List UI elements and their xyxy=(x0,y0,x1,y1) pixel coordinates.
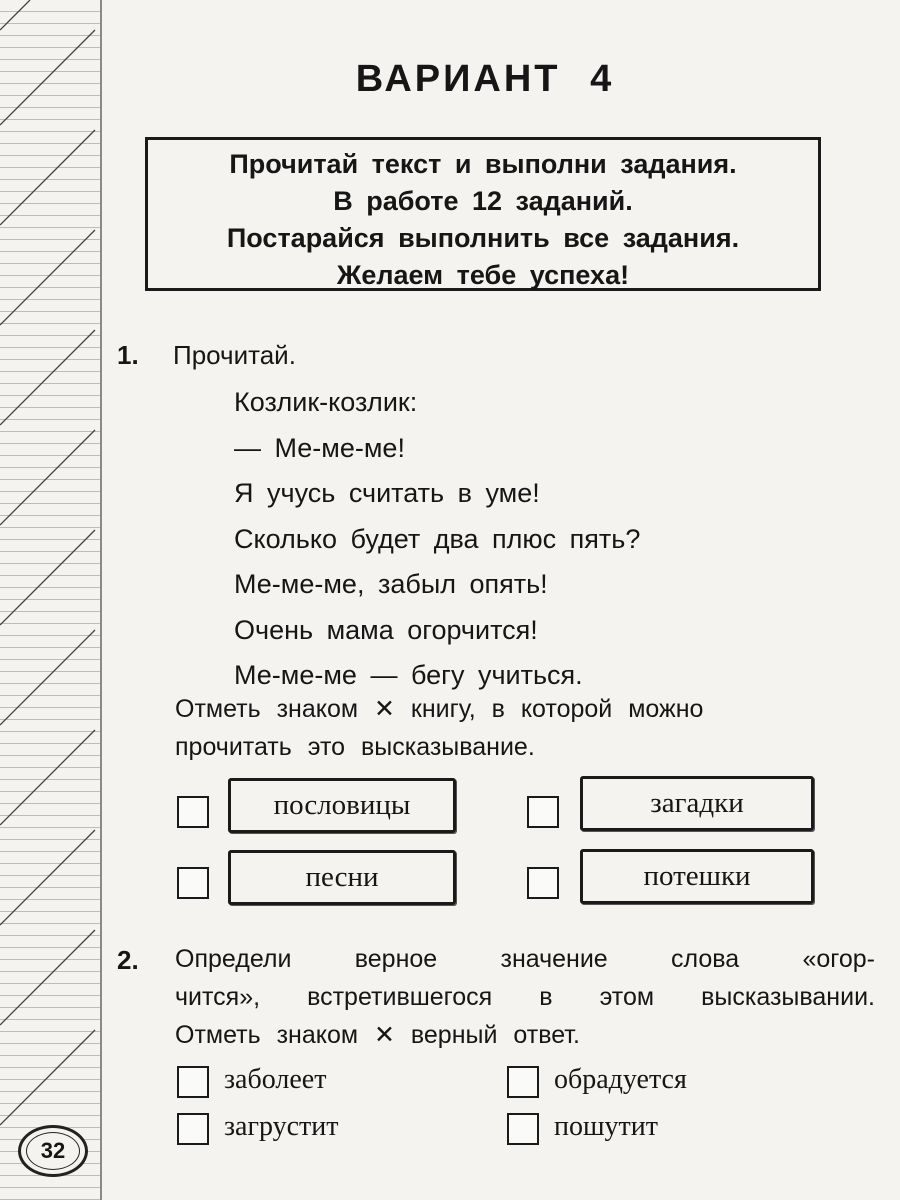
poem-line: Ме-ме-ме, забыл опять! xyxy=(234,569,548,599)
answer-checkbox-zagrustit[interactable] xyxy=(177,1113,209,1145)
page-number: 32 xyxy=(18,1125,88,1177)
task2-number: 2. xyxy=(117,945,139,975)
answer-label-zagrustit: загрустит xyxy=(224,1111,339,1142)
question-line: чится», встретившегося в этом высказывании. xyxy=(175,983,875,1011)
answer-checkbox-poshutit[interactable] xyxy=(507,1113,539,1145)
instruction-line: Отметь знаком ✕ книгу, в которой можно xyxy=(175,695,704,723)
poem-line: Очень мама огорчится! xyxy=(234,614,538,645)
book-option-poteshki: потешки xyxy=(580,849,814,904)
question-line: Определи верное значение слова «огор- xyxy=(175,945,875,973)
book-option-pesni: песни xyxy=(228,850,456,905)
task1-number: 1. xyxy=(117,340,139,370)
poem-line: Я учусь считать в уме! xyxy=(234,478,540,508)
instructions-box xyxy=(145,137,821,291)
option-checkbox-poteshki[interactable] xyxy=(527,867,559,899)
task2-question xyxy=(175,940,875,1054)
answer-label-poshutit: пошутит xyxy=(554,1111,659,1142)
option-checkbox-pesni[interactable] xyxy=(177,867,209,899)
task1-prompt: Прочитай. xyxy=(173,340,296,370)
book-option-zagadki: загадки xyxy=(580,776,814,831)
answer-label-zaboleet: заболеет xyxy=(224,1064,327,1095)
instruction-line: прочитать это высказывание. xyxy=(175,733,535,761)
variant-title: ВАРИАНТ 4 xyxy=(355,58,615,100)
question-line: Отметь знаком ✕ верный ответ. xyxy=(175,1021,580,1049)
answer-checkbox-obraduetsya[interactable] xyxy=(507,1066,539,1098)
notice-line: В работе 12 заданий. xyxy=(333,186,633,216)
ruled-margin xyxy=(0,0,102,1200)
poem-line: Сколько будет два плюс пять? xyxy=(234,523,641,554)
notice-line: Желаем тебе успеха! xyxy=(336,260,630,290)
poem-line: — Ме-ме-ме! xyxy=(234,432,405,463)
book-option-poslovitsy: пословицы xyxy=(228,778,456,833)
option-checkbox-zagadki[interactable] xyxy=(527,796,559,828)
notice-line: Постарайся выполнить все задания. xyxy=(226,223,740,253)
task1-instruction xyxy=(175,690,875,766)
poem-line: Козлик-козлик: xyxy=(234,387,418,417)
poem xyxy=(234,380,640,699)
poem-line: Ме-ме-ме — бегу учиться. xyxy=(234,660,583,690)
answer-checkbox-zaboleet[interactable] xyxy=(177,1066,209,1098)
notice-line: Прочитай текст и выполни задания. xyxy=(229,149,737,179)
answer-label-obraduetsya: обрадуется xyxy=(554,1064,687,1095)
option-checkbox-poslovitsy[interactable] xyxy=(177,796,209,828)
margin-slant-lines xyxy=(0,0,100,1200)
